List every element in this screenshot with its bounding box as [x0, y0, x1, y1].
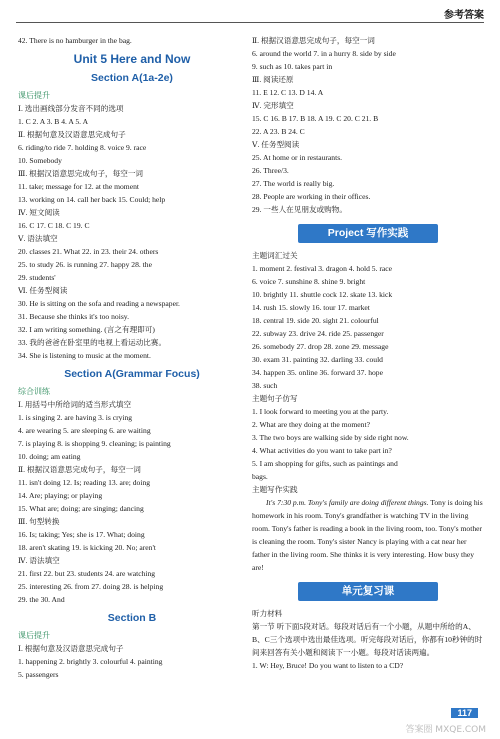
answer-line: 26. Three/3. — [252, 166, 289, 175]
answer-line: 29. students' — [18, 273, 56, 282]
answer-line: 25. At home or in restaurants. — [252, 153, 343, 162]
answer-line: Ⅲ. 句型转换 — [18, 517, 60, 526]
answer-line: 30. exam 31. painting 32. darling 33. could — [252, 355, 383, 364]
answer-line: 22. subway 23. drive 24. ride 25. passenger — [252, 329, 384, 338]
answer-line: 30. He is sitting on the sofa and reading a newspaper. — [18, 299, 180, 308]
answer-line: Ⅴ. 语法填空 — [18, 234, 58, 243]
answer-line: 33. 我的爸爸在卧室里的电视上看运动比赛。 — [18, 338, 167, 347]
left-column — [18, 34, 246, 681]
answer-line: Ⅱ. 根据汉语意思完成句子，每空一词 — [252, 36, 375, 45]
answer-line: 1. happening 2. brightly 3. colourful 4. painting — [18, 657, 163, 666]
answer-line: 31. Because she thinks it's too noisy. — [18, 312, 129, 321]
answer-line: 15. What are; doing; are singing; dancing — [18, 504, 144, 513]
answer-line: 29. 一些人在见朋友或购物。 — [252, 205, 347, 214]
essay-lead: It's 7:30 p.m. Tony's family are doing different things. — [266, 498, 429, 507]
answer-line: 10. Somebody — [18, 156, 62, 165]
answer-line: 38. such — [252, 381, 278, 390]
answer-line: 21. first 22. but 23. students 24. are watching — [18, 569, 156, 578]
answer-line: 主题句子仿写 — [252, 394, 298, 403]
answer-line: 15. C 16. B 17. B 18. A 19. C 20. C 21. B — [252, 114, 379, 123]
answer-line: bags. — [252, 472, 268, 481]
answer-line: 14. Are; playing; or playing — [18, 491, 103, 500]
answer-line: 32. I am writing something. (言之有理即可) — [18, 325, 155, 334]
answer-line: 4. are wearing 5. are sleeping 6. are waiting — [18, 426, 151, 435]
answer-line: 4. What activities do you want to take part in? — [252, 446, 392, 455]
answer-line: 3. The two boys are walking side by side right now. — [252, 433, 409, 442]
answer-line: 1. I look forward to meeting you at the party. — [252, 407, 389, 416]
header-divider — [16, 22, 484, 23]
answer-line: 10. brightly 11. shuttle cock 12. skate 13. kick — [252, 290, 393, 299]
answer-line: Ⅰ. 选出画线部分发音不同的选项 — [18, 104, 124, 113]
answer-line: 18. central 19. side 20. sight 21. colourful — [252, 316, 379, 325]
answer-line: 22. A 23. B 24. C — [252, 127, 305, 136]
answer-line: 2. What are they doing at the moment? — [252, 420, 370, 429]
page-number: 117 — [451, 708, 478, 718]
answer-line: 11. E 12. C 13. D 14. A — [252, 88, 324, 97]
answer-line: 6. riding/to ride 7. holding 8. voice 9. race — [18, 143, 147, 152]
answer-line: 主题词汇过关 — [252, 251, 298, 260]
project-title: Project 写作实践 — [298, 224, 438, 243]
right-column — [252, 34, 484, 672]
answer-line: 7. is playing 8. is shopping 9. cleaning; is painting — [18, 439, 171, 448]
section-tag: 综合训练 — [18, 387, 50, 396]
answer-line: 34. happen 35. online 36. forward 37. hope — [252, 368, 383, 377]
answer-line: 42. There is no hamburger in the bag. — [18, 36, 132, 45]
section-title: Section B — [107, 612, 157, 624]
answer-line: Ⅵ. 任务型阅读 — [18, 286, 68, 295]
answer-line: Ⅳ. 完形填空 — [252, 101, 294, 110]
answer-line: 29. the 30. And — [18, 595, 65, 604]
answer-line: Ⅱ. 根据句意及汉语意思完成句子 — [18, 130, 126, 139]
answer-line: 5. I am shopping for gifts, such as paintings and — [252, 459, 398, 468]
answer-line: 1. moment 2. festival 3. dragon 4. hold 5. race — [252, 264, 393, 273]
answer-line: 6. around the world 7. in a hurry 8. side by side — [252, 49, 396, 58]
review-title: 单元复习课 — [298, 582, 438, 601]
answer-line: 28. People are working in their offices. — [252, 192, 371, 201]
answer-line: 18. aren't skating 19. is kicking 20. No; aren't — [18, 543, 156, 552]
header-title: 参考答案 — [444, 10, 484, 21]
listening-line: 第一节 听下面5段对话。每段对话后有一个小题，从题中所给的A、B、C三个选项中选出最佳选项。听完每段对话后，你都有10秒钟的时间来回答有关小题和阅读下一小题。每段对话读两遍。 — [252, 622, 483, 657]
answer-line: 14. rush 15. slowly 16. tour 17. market — [252, 303, 370, 312]
answer-line: Ⅰ. 根据句意及汉语意思完成句子 — [18, 644, 124, 653]
unit-title: Unit 5 Here and Now — [73, 52, 191, 66]
answer-line: 20. classes 21. What 22. in 23. their 24. others — [18, 247, 159, 256]
answer-line: 25. to study 26. is running 27. happy 28. the — [18, 260, 152, 269]
answer-line: 9. such as 10. takes part in — [252, 62, 333, 71]
page-header — [0, 0, 500, 22]
answer-line: 10. doing; am eating — [18, 452, 81, 461]
answer-line: Ⅴ. 任务型阅读 — [252, 140, 300, 149]
answer-line: 11. isn't doing 12. Is; reading 13. are; doing — [18, 478, 151, 487]
section-title: Section A(1a-2e) — [91, 72, 173, 84]
answer-line: Ⅱ. 根据汉语意思完成句子，每空一词 — [18, 465, 141, 474]
answer-line: Ⅲ. 阅读还原 — [252, 75, 294, 84]
essay-body: Tony is doing his homework in his room. Tony's grandfather is watching TV in the living room. Tony's father is reading a book in the living room, too. Tony's mother is cleaning the room. Tony's sister Nancy is playing with a cat near her father in the living room. She thinks it is very interesting. How busy they are! — [252, 498, 483, 572]
section-tag: 课后提升 — [18, 91, 50, 100]
answer-line: 27. The world is really big. — [252, 179, 335, 188]
answer-line: 1. C 2. A 3. B 4. A 5. A — [18, 117, 89, 126]
answer-line: Ⅰ. 用括号中所给词的适当形式填空 — [18, 400, 132, 409]
answer-line: 16. Is; taking; Yes; she is 17. What; doing — [18, 530, 145, 539]
answer-line: 25. interesting 26. from 27. doing 28. is helping — [18, 582, 164, 591]
answer-line: 11. take; message for 12. at the moment — [18, 182, 139, 191]
answer-line: Ⅳ. 短文阅读 — [18, 208, 60, 217]
answer-line: 1. is singing 2. are having 3. is crying — [18, 413, 133, 422]
section-tag: 课后提升 — [18, 631, 50, 640]
answer-line: 13. working on 14. call her back 15. Could; help — [18, 195, 166, 204]
answer-line: 26. somebody 27. drop 28. zone 29. message — [252, 342, 389, 351]
writing-essay — [252, 496, 484, 574]
answer-line: 34. She is listening to music at the moment. — [18, 351, 151, 360]
answer-line: 5. passengers — [18, 670, 59, 679]
watermark: 答案圈 MXQE.COM — [405, 725, 486, 735]
answer-line: Ⅳ. 语法填空 — [18, 556, 60, 565]
listening-line: 1. W: Hey, Bruce! Do you want to listen to a CD? — [252, 661, 404, 670]
answer-line: 16. C 17. C 18. C 19. C — [18, 221, 90, 230]
answer-line: Ⅲ. 根据汉语意思完成句子，每空一词 — [18, 169, 144, 178]
answer-line: 主题写作实践 — [252, 485, 298, 494]
section-title: Section A(Grammar Focus) — [64, 368, 200, 380]
listening-line: 听力材料 — [252, 609, 283, 618]
answer-line: 6. voice 7. sunshine 8. shine 9. bright — [252, 277, 366, 286]
